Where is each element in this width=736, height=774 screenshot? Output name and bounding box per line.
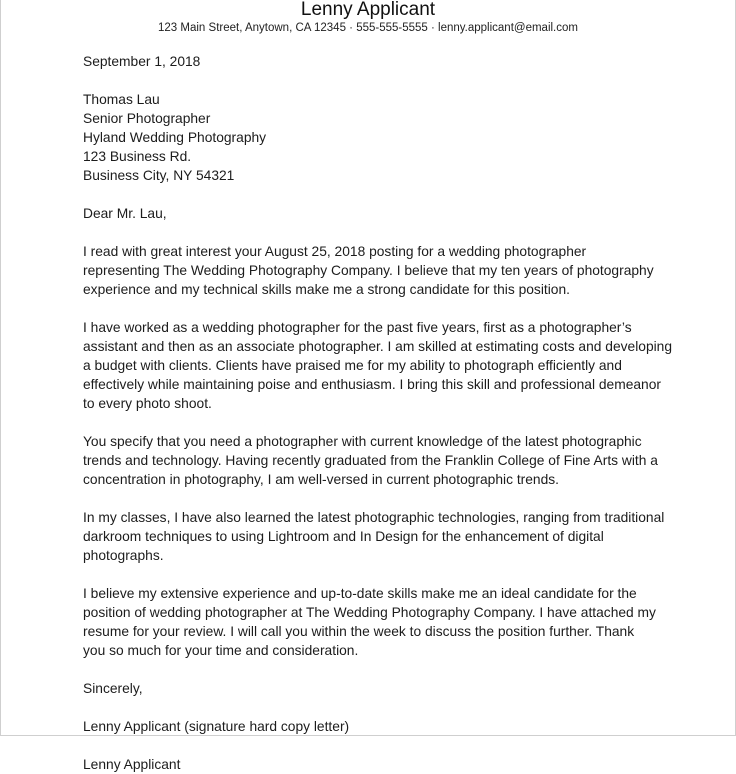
- paragraph-line: In my classes, I have also learned the latest photographic technologies, ranging from traditional: [83, 510, 665, 525]
- recipient-address: [83, 90, 673, 185]
- paragraph-intro: [83, 242, 673, 299]
- letter-date: September 1, 2018: [83, 54, 201, 69]
- paragraph-line: assistant and then as an associate photographer. I am skilled at estimating costs and developing: [83, 339, 673, 354]
- closing: Sincerely,: [83, 681, 143, 696]
- salutation: Dear Mr. Lau,: [83, 206, 167, 221]
- paragraph-line: I believe my extensive experience and up-to-date skills make me an ideal candidate for the: [83, 586, 637, 601]
- letter-body: [83, 52, 673, 774]
- recipient-name: Thomas Lau: [83, 92, 160, 107]
- paragraph-line: photographs.: [83, 548, 164, 563]
- recipient-street: 123 Business Rd.: [83, 149, 192, 164]
- paragraph-line: a budget with clients. Clients have praised me for my ability to photograph efficiently and: [83, 358, 622, 373]
- applicant-name-heading: Lenny Applicant: [300, 0, 436, 20]
- applicant-contact-line: 123 Main Street, Anytown, CA 12345 · 555-555-5555 · lenny.applicant@email.com: [158, 22, 578, 34]
- paragraph-education: [83, 432, 673, 489]
- signature-name: Lenny Applicant: [83, 757, 181, 772]
- paragraph-line: representing The Wedding Photography Company. I believe that my ten years of photography: [83, 263, 654, 278]
- paragraph-line: darkroom techniques to using Lightroom and In Design for the enhancement of digital: [83, 529, 604, 544]
- signature-note: Lenny Applicant (signature hard copy letter): [83, 719, 350, 734]
- paragraph-line: to every photo shoot.: [83, 396, 212, 411]
- paragraph-line: effectively while maintaining poise and enthusiasm. I bring this skill and professional demeanor: [83, 377, 662, 392]
- paragraph-line: position of wedding photographer at The Wedding Photography Company. I have attached my: [83, 605, 656, 620]
- paragraph-technologies: [83, 508, 673, 565]
- paragraph-line: concentration in photography, I am well-versed in current photographic trends.: [83, 472, 559, 487]
- paragraph-experience: [83, 318, 673, 413]
- paragraph-line: trends and technology. Having recently graduated from the Franklin College of Fine Arts with a: [83, 453, 658, 468]
- paragraph-line: experience and my technical skills make me a strong candidate for this position.: [83, 282, 570, 297]
- paragraph-conclusion: [83, 584, 673, 660]
- paragraph-line: resume for your review. I will call you within the week to discuss the position further. Thank: [83, 624, 635, 639]
- recipient-company: Hyland Wedding Photography: [83, 130, 267, 145]
- paragraph-line: you so much for your time and consideration.: [83, 643, 359, 658]
- paragraph-line: You specify that you need a photographer with current knowledge of the latest photographic: [83, 434, 642, 449]
- paragraph-line: I read with great interest your August 25, 2018 posting for a wedding photographer: [83, 244, 587, 259]
- recipient-title: Senior Photographer: [83, 111, 211, 126]
- paragraph-line: I have worked as a wedding photographer for the past five years, first as a photographer’s: [83, 320, 632, 335]
- recipient-city: Business City, NY 54321: [83, 168, 235, 183]
